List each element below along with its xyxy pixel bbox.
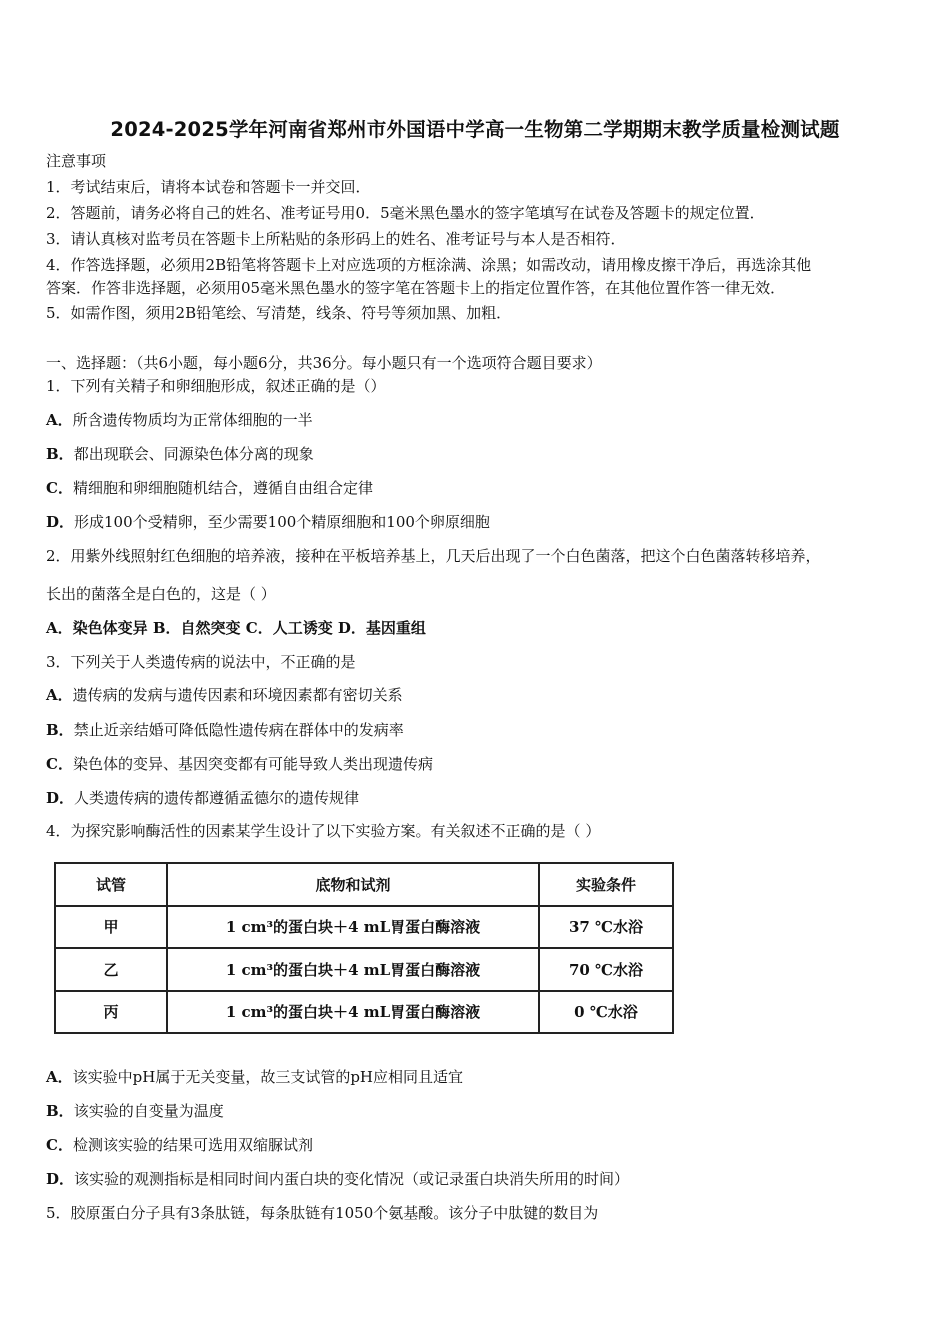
q3-option-a — [46, 685, 403, 705]
table-cell: 甲 — [55, 906, 167, 949]
option-letter: C． — [46, 1136, 73, 1154]
table-header-cell: 试管 — [55, 863, 167, 906]
q4-option-c — [46, 1135, 313, 1155]
table-cell: 丙 — [55, 991, 167, 1034]
table-header-row — [55, 863, 673, 906]
page-title: 2024-2025学年河南省郑州市外国语中学高一生物第二学期期末教学质量检测试题 — [110, 118, 840, 141]
table-cell: 0 ℃水浴 — [539, 991, 673, 1034]
notice-item: 2．答题前，请务必将自己的姓名、准考证号用0．5毫米黑色墨水的签字笔填写在试卷及答题卡的规定位置． — [46, 204, 765, 222]
table-header-cell: 实验条件 — [539, 863, 673, 906]
q5-stem: 5．胶原蛋白分子具有3条肽链，每条肽链有1050个氨基酸。该分子中肽键的数目为 — [46, 1204, 599, 1222]
q3-stem: 3．下列关于人类遗传病的说法中，不正确的是 — [46, 653, 356, 671]
option-text: 都出现联会、同源染色体分离的现象 — [73, 445, 314, 463]
q4-option-a — [46, 1067, 463, 1087]
q2-options: A．染色体变异 B．自然突变 C．人工诱变 D．基因重组 — [46, 619, 426, 637]
table-header-cell: 底物和试剂 — [167, 863, 539, 906]
option-text: 精细胞和卵细胞随机结合，遵循自由组合定律 — [72, 479, 373, 497]
notice-item: 3．请认真核对监考员在答题卡上所粘贴的条形码上的姓名、准考证号与本人是否相符． — [46, 230, 626, 248]
notice-item: 1．考试结束后，请将本试卷和答题卡一并交回． — [46, 178, 371, 196]
option-letter: B． — [46, 721, 74, 739]
option-letter: A． — [46, 411, 73, 429]
table-row — [55, 948, 673, 991]
option-text: 该实验的观测指标是相同时间内蛋白块的变化情况（或记录蛋白块消失所用的时间） — [74, 1170, 630, 1188]
option-letter: D． — [46, 789, 75, 807]
option-text: 遗传病的发病与遗传因素和环境因素都有密切关系 — [72, 686, 403, 704]
option-letter: D． — [46, 513, 75, 531]
notice-item: 4．作答选择题，必须用2B铅笔将答题卡上对应选项的方框涂满、涂黑；如需改动，请用橡皮擦干净后，再选涂其他 — [46, 256, 812, 274]
experiment-table — [54, 862, 674, 1034]
table-cell: 1 cm³的蛋白块＋4 mL胃蛋白酶溶液 — [167, 906, 539, 949]
q4-option-d — [46, 1169, 629, 1189]
q1-stem: 1．下列有关精子和卵细胞形成，叙述正确的是（） — [46, 377, 386, 395]
table-cell: 乙 — [55, 948, 167, 991]
option-text: 形成100个受精卵，至少需要100个精原细胞和100个卵原细胞 — [74, 513, 490, 531]
q3-option-d — [46, 788, 359, 808]
option-text: 检测该实验的结果可选用双缩脲试剂 — [72, 1136, 313, 1154]
option-letter: B． — [46, 445, 74, 463]
notice-item: 5．如需作图，须用2B铅笔绘、写清楚，线条、符号等须加黑、加粗． — [46, 304, 512, 322]
q1-option-c — [46, 478, 373, 498]
q1-option-a — [46, 410, 313, 430]
table-row — [55, 906, 673, 949]
option-letter: A． — [46, 686, 73, 704]
option-letter: C． — [46, 755, 73, 773]
option-text: 该实验中pH属于无关变量，故三支试管的pH应相同且适宜 — [72, 1068, 464, 1086]
q2-stem-line1: 2．用紫外线照射红色细胞的培养液，接种在平板培养基上，几天后出现了一个白色菌落，把这个白色菌落转移培养， — [46, 547, 821, 565]
option-text: 染色体的变异、基因突变都有可能导致人类出现遗传病 — [72, 755, 433, 773]
q3-option-c — [46, 754, 433, 774]
q3-option-b — [46, 720, 404, 740]
option-text: 该实验的自变量为温度 — [73, 1102, 224, 1120]
option-letter: A． — [46, 1068, 73, 1086]
section-heading: 一、选择题：（共6小题，每小题6分，共36分。每小题只有一个选项符合题目要求） — [46, 354, 602, 372]
option-letter: D． — [46, 1170, 75, 1188]
notice-heading: 注意事项 — [46, 152, 107, 170]
q2-stem-line2: 长出的菌落全是白色的，这是（ ） — [46, 585, 276, 603]
q4-stem: 4．为探究影响酶活性的因素某学生设计了以下实验方案。有关叙述不正确的是（ ） — [46, 822, 601, 840]
table-cell: 37 ℃水浴 — [539, 906, 673, 949]
q4-option-b — [46, 1101, 224, 1121]
table-row — [55, 991, 673, 1034]
option-letter: C． — [46, 479, 73, 497]
q1-option-b — [46, 444, 314, 464]
q1-option-d — [46, 512, 490, 532]
option-text: 禁止近亲结婚可降低隐性遗传病在群体中的发病率 — [73, 721, 404, 739]
table-cell: 1 cm³的蛋白块＋4 mL胃蛋白酶溶液 — [167, 948, 539, 991]
option-letter: B． — [46, 1102, 74, 1120]
option-text: 所含遗传物质均为正常体细胞的一半 — [72, 411, 313, 429]
table-cell: 70 ℃水浴 — [539, 948, 673, 991]
notice-item: 答案．作答非选择题，必须用05毫米黑色墨水的签字笔在答题卡上的指定位置作答，在其他位置作答一律无效． — [46, 279, 786, 297]
option-text: 人类遗传病的遗传都遵循孟德尔的遗传规律 — [74, 789, 360, 807]
table-cell: 1 cm³的蛋白块＋4 mL胃蛋白酶溶液 — [167, 991, 539, 1034]
